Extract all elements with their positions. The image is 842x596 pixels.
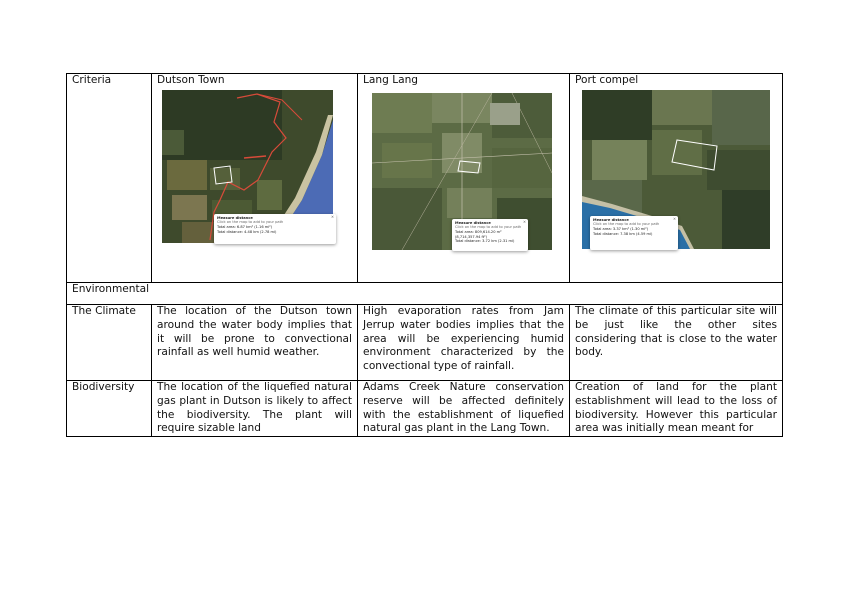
criteria-header: Criteria (72, 74, 112, 86)
popup-distance: Total distance: 4.48 km (2.78 mi) (217, 229, 277, 234)
popup-area: Total area: 3.37 km² (1.30 mi²) (593, 226, 649, 231)
popup-title: Measure distance (593, 217, 629, 222)
table-header-row (67, 74, 783, 283)
satellite-map-lang-lang (372, 93, 552, 250)
table-cell: High evaporation rates from Jam Jerrup water bodies implies that the area will be experiencing humid environment characterized by the convectional type of rainfall. (358, 305, 570, 381)
site-name-lang-lang: Lang Lang (363, 74, 419, 86)
popup-subtitle: Click on the map to add to your path (455, 225, 522, 230)
site-cell-port-campbell (570, 74, 783, 283)
section-cell (67, 283, 783, 305)
comparison-table (66, 73, 783, 437)
table-cell: The location of the Dutson town around the water body implies that it will be prone to convectional rainfall as well humid weather. (152, 305, 358, 381)
table-row (67, 305, 783, 381)
close-icon: ✕ (672, 216, 676, 221)
popup-area: Total area: 6.87 km² (1.16 mi²) (217, 224, 273, 229)
popup-area: Total area: 809,614.20 m² (8,714,357.94 ft²) (455, 229, 502, 239)
table-cell: The location of the liquefied natural gas plant in Dutson is likely to affect the biodiversity. The plant will require sizable land (152, 381, 358, 437)
site-name-port-campbell: Port compel (575, 74, 639, 86)
table-row (67, 381, 783, 437)
satellite-map-dutson (162, 90, 333, 243)
close-icon: ✕ (330, 214, 334, 219)
popup-title: Measure distance (455, 220, 491, 225)
criteria-header-cell (67, 74, 152, 283)
popup-subtitle: Click on the map to add to your path (217, 220, 284, 225)
criterion-cell (67, 381, 152, 437)
satellite-map-port-campbell (582, 90, 770, 249)
section-heading: Environmental (72, 283, 150, 295)
popup-distance: Total distance: 3.72 km (2.31 mi) (455, 239, 515, 244)
table-cell: The climate of this particular site will be just like the other sites considering that is close to the water body. (570, 305, 783, 381)
popup-title: Measure distance (217, 215, 253, 220)
criterion-label: Biodiversity (72, 381, 135, 393)
criterion-cell (67, 305, 152, 381)
site-cell-lang-lang (358, 74, 570, 283)
measure-popup (214, 214, 336, 244)
site-cell-dutson (152, 74, 358, 283)
table-cell: Creation of land for the plant establishment will lead to the loss of biodiversity. However this particular area was initially mean meant for (570, 381, 783, 437)
measure-popup (590, 216, 678, 250)
popup-subtitle: Click on the map to add to your path (593, 222, 660, 227)
site-name-dutson: Dutson Town (157, 74, 225, 86)
table-cell: Adams Creek Nature conservation reserve will be affected definitely with the establishment of liquefied natural gas plant in the Lang Town. (358, 381, 570, 437)
close-icon: ✕ (522, 219, 526, 224)
criterion-label: The Climate (72, 305, 136, 317)
popup-distance: Total distance: 7.38 km (4.59 mi) (593, 231, 653, 236)
measure-popup (452, 219, 528, 251)
section-row (67, 283, 783, 305)
